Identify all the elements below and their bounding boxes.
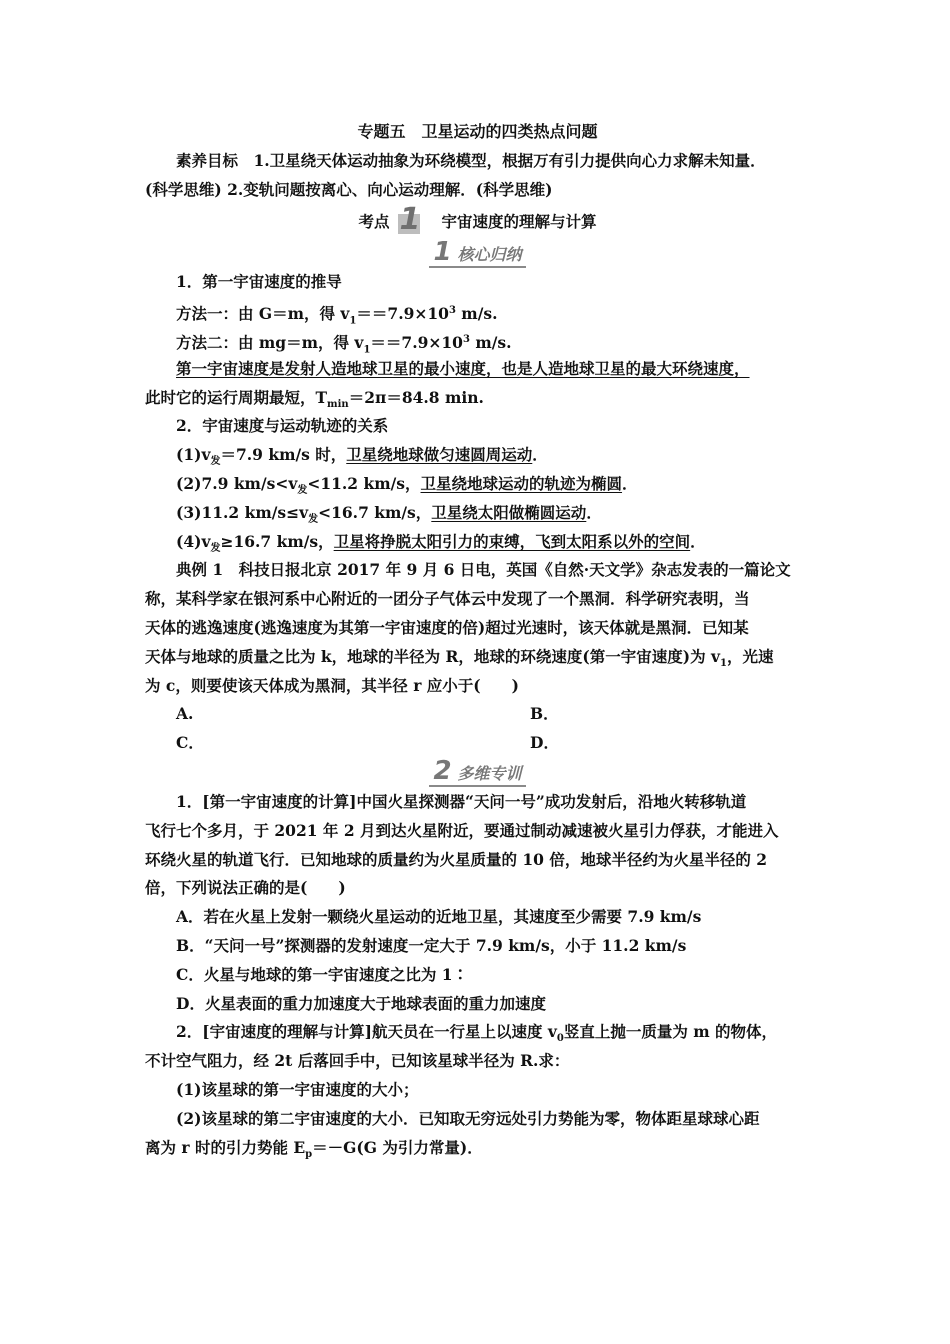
q2-line-3: (1)该星球的第一宇宙速度的大小；	[176, 1079, 419, 1099]
core-summary-banner	[145, 238, 810, 268]
q2-line-2: 不计空气阻力，经 2t 后落回手中，已知该星球半径为 R.求：	[145, 1051, 570, 1071]
heading-derivation: 1．第一宇宙速度的推导	[176, 272, 342, 292]
example-line-2: 称，某科学家在银河系中心附近的一团分子气体云中发现了一个黑洞．科学研究表明，当	[145, 589, 750, 609]
section-title: 宇宙速度的理解与计算	[441, 212, 597, 232]
q1-line-4: 倍，下列说法正确的是( )	[145, 878, 346, 898]
example-options-cd	[145, 729, 810, 758]
goal-line-1: 素养目标 1.卫星绕天体运动抽象为环绕模型，根据万有引力提供向心力求解未知量．	[176, 150, 766, 170]
section-prefix: 考点	[358, 212, 390, 232]
banner-text: 多维专训	[457, 764, 522, 784]
q2-line-1: 2．[宇宙速度的理解与计算]航天员在一行星上以速度 $v_0$竖直上抛一质量为 m 的物体，	[176, 1022, 778, 1045]
para-min-speed-1: 第一宇宙速度是发射人造地球卫星的最小速度，也是人造地球卫星的最大环绕速度，	[176, 358, 750, 378]
q1-line-2: 飞行七个多月，于 2021 年 2 月到达火星附近，要通过制动减速被火星引力俘获，才能进入	[145, 820, 779, 840]
trajectory-4: $(4)v_发\ge 16.7$ km/s，卫星将挣脱太阳引力的束缚，飞到太阳系以外的空间．	[176, 531, 706, 554]
option-c: C．	[176, 733, 204, 753]
practice-banner	[145, 758, 810, 788]
q1-option-d: D．火星表面的重力加速度大于地球表面的重力加速度	[176, 993, 546, 1013]
banner-number: 2	[433, 756, 452, 787]
example-line-4: 天体与地球的质量之比为 k，地球的半径为 R，地球的环绕速度(第一宇宙速度)为 $v_1$，光速	[145, 646, 774, 669]
trajectory-1: $(1)v_发=7.9$ km/s 时，卫星绕地球做匀速圆周运动．	[176, 445, 548, 468]
section-heading	[145, 204, 810, 238]
section-number: 1	[399, 202, 421, 238]
method-2: 方法二：由 mg＝m，得 $v_1==7.9\times 10^3$ m/s.	[176, 333, 512, 355]
method-1: 方法一：由 G＝m，得 $v_1==7.9\times 10^3$ m/s.	[176, 304, 498, 326]
banner-text: 核心归纳	[457, 244, 522, 264]
q1-option-a: A．若在火星上发射一颗绕火星运动的近地卫星，其速度至少需要 7.9 km/s	[176, 907, 702, 927]
banner-number: 1	[433, 236, 452, 267]
trajectory-2: (2)7.9 $km/s<v_发<11.2$ km/s，卫星绕地球运动的轨迹为椭圆．	[176, 473, 638, 497]
heading-trajectory: 2．宇宙速度与运动轨迹的关系	[176, 416, 389, 436]
q1-line-1: 1．[第一宇宙速度的计算]中国火星探测器“天问一号”成功发射后，沿地火转移轨道	[176, 791, 747, 811]
para-min-speed-2: 此时它的运行周期最短，$T_{min}=2\pi=84.8$ min.	[145, 387, 484, 410]
option-b: B．	[530, 704, 559, 724]
page-title: 专题五 卫星运动的四类热点问题	[357, 122, 598, 141]
q1-option-b: B．“天问一号”探测器的发射速度一定大于 7.9 km/s，小于 11.2 km/s	[176, 935, 687, 955]
q1-line-3: 环绕火星的轨道飞行．已知地球的质量约为火星质量的 10 倍，地球半径约为火星半径的 2	[145, 849, 768, 869]
example-options-ab	[145, 700, 810, 729]
q2-line-4: (2)该星球的第二宇宙速度的大小．已知取无穷远处引力势能为零，物体距星球球心距	[176, 1108, 760, 1128]
option-a: A.	[176, 704, 194, 724]
goal-line-2: (科学思维) 2.变轨问题按离心、向心运动理解．(科学思维)	[145, 179, 553, 199]
q1-option-c: C．火星与地球的第一宇宙速度之比为 1∶	[176, 964, 469, 984]
document-page	[145, 118, 810, 1162]
q2-line-5: 离为 r 时的引力势能 $E_p=-G(G$ 为引力常量)．	[145, 1137, 483, 1160]
example-line-3: 天体的逃逸速度(逃逸速度为其第一宇宙速度的倍)超过光速时，该天体就是黑洞．已知某	[145, 617, 749, 637]
example-line-5: 为 c，则要使该天体成为黑洞，其半径 r 应小于( )	[145, 675, 519, 695]
option-d: D．	[530, 733, 559, 753]
example-line-1: 典例 1 科技日报北京 2017 年 9 月 6 日电，英国《自然·天文学》杂志发表的一篇论文	[176, 560, 791, 580]
section-number-icon	[394, 202, 424, 238]
trajectory-3: (3)11.2 $km/s\le v_发<16.7$ km/s，卫星绕太阳做椭圆运动．	[176, 502, 602, 525]
